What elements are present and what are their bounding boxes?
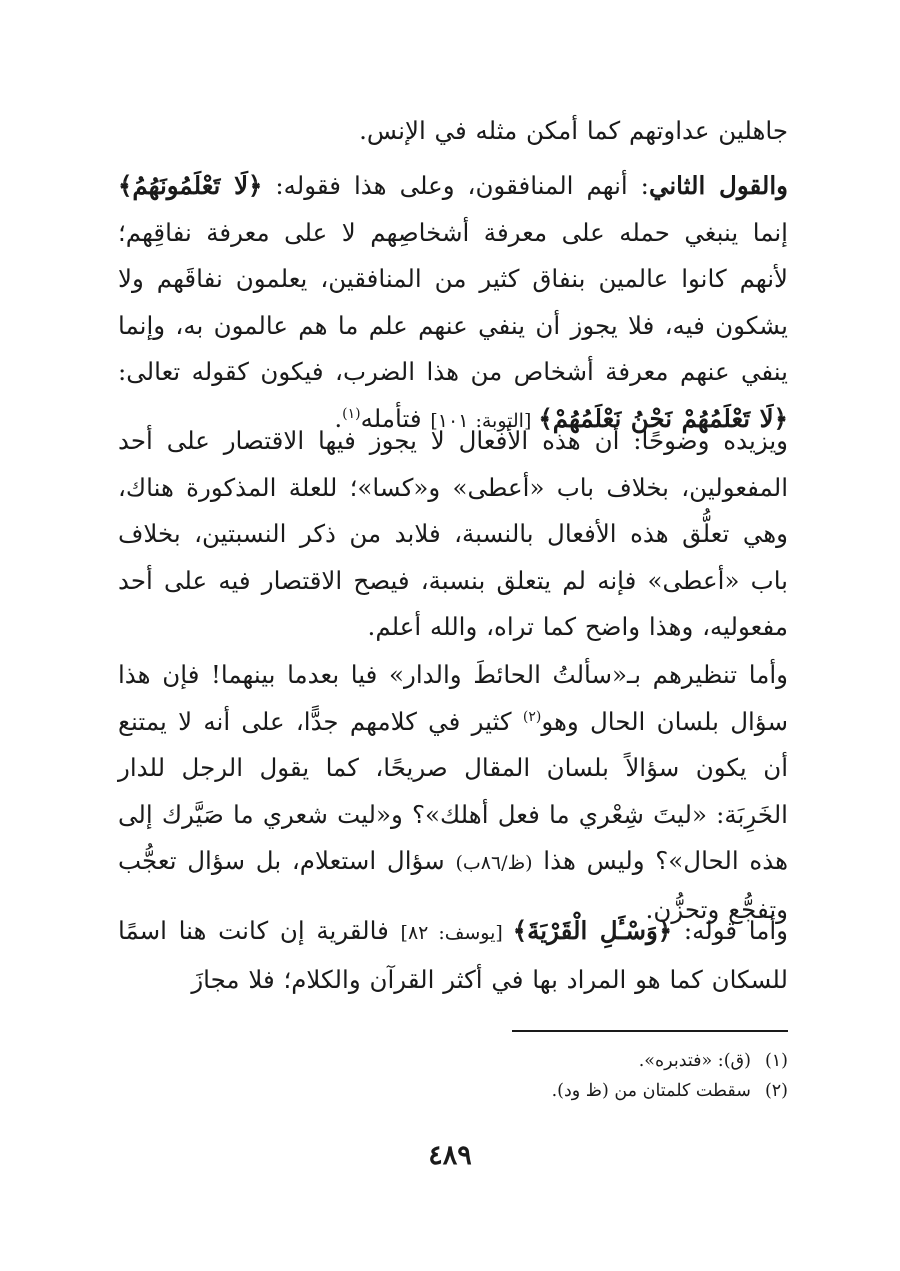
paragraph-5 [118,908,788,1003]
quran-quote-3: ﴿وَسْـَٔلِ الْقَرْيَةَ﴾ [512,916,673,945]
paragraph-5-text-2: فالقرية إن كانت هنا اسمًا للسكان كما هو المراد بها في أكثر القرآن والكلام؛ فلا مجازَ [118,916,788,994]
paragraph-3 [118,418,788,651]
paragraph-3-text: ويزيده وضوحًا: أن هذه الأفعال لا يجوز فيها الاقتصار على أحد المفعولين، بخلاف باب «أعطى» و«كسا»؛ للعلة المذكورة هناك، وهي تعلُّق هذه الأفعال بالنسبة، فلابد من ذكر النسبتين، بخلاف باب «أعطى» فإنه لم يتعلق بنسبة، فيصح الاقتصار فيه على أحد مفعوليه، وهذا واضح كما تراه، والله أعلم. [118,426,788,641]
paragraph-4-text-2: كثير في كلامهم جدًّا، على أنه لا يمتنع أن يكون سؤالاً بلسان المقال صريحًا، كما يقول الرجل للدار الخَرِبَة: «ليتَ شِعْري ما فعل أهلك»؟ و«ليت شعري ما صَيَّرك إلى هذه الحال»؟ وليس هذا [118,706,789,875]
paragraph-2-text-3: فتأمله [360,403,431,433]
paragraph-5-text-1: وأما قوله: [672,916,788,945]
quran-quote-1: ﴿لَا تَعْلَمُونَهُمُ﴾ [118,171,263,200]
paragraph-4 [118,652,788,933]
paragraph-1 [118,108,788,155]
page-number: ٤٨٩ [428,1140,472,1171]
paragraph-2 [118,163,788,444]
paragraph-2-text-1: : أنهم المنافقون، وعلى هذا فقوله: [262,171,649,200]
paragraph-4-text-1: وأما تنظيرهم بـ«سألتُ الحائطَ والدار» فيا بعدما بينهما! فإن هذا سؤال بلسان الحال وهو [118,660,788,736]
paragraph-2-lead: والقول الثاني [648,171,788,200]
paragraph-2-end: . [334,403,343,433]
quran-citation-2: [يوسف: ٨٢] [400,922,513,944]
footnote-2-text: سقطت كلمتان من (ظ ود). [551,1081,751,1101]
footnote-1-text: (ق): «فتدبره». [638,1051,751,1071]
footnote-1-number: (١) [764,1051,788,1071]
paragraph-1-text: جاهلين عداوتهم كما أمكن مثله في الإنس. [359,116,788,145]
paragraph-2-text-2: إنما ينبغي حمله على معرفة أشخاصِهم لا على معرفة نفاقِهم؛ لأنهم كانوا عالمين بنفاق كثير من المنافقين، يعلمون نفاقَهم ولا يشكون فيه، فلا يجوز أن ينفي عنهم علم ما هم عالمون به، وإنما ينفي عنهم معرفة أشخاص من هذا الضرب، فيكون كقوله تعالى: [118,217,788,386]
quran-citation-1: [التوبة: ١٠١] [430,409,539,432]
footnote-ref-2[interactable]: (٢) [522,708,542,725]
footnote-2-number: (٢) [764,1081,788,1101]
footnote-ref-1[interactable]: (١) [342,405,361,422]
footnote-1 [552,1046,788,1076]
quran-quote-2: ﴿لَا تَعْلَمُهُمْ نَحْنُ نَعْلَمُهُمْ﴾ [538,403,788,433]
footnote-divider [512,1030,788,1032]
manuscript-reference: (ظ/٨٦ب) [455,852,533,874]
footnote-2 [552,1076,788,1106]
footnotes [552,1046,788,1106]
paragraph-4-text-3: سؤال استعلام، بل سؤال تعجُّب وتفجُّع وتحزُّن. [118,846,788,924]
